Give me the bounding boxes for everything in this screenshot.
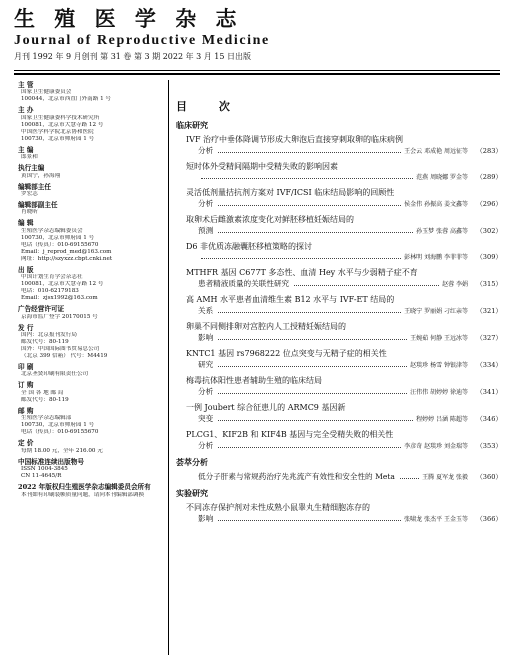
toc-entry-title-cont: 分析 <box>198 441 214 450</box>
toc-entry-title: 卵巢不同侧排卵对宫腔内人工授精妊娠结局的 <box>186 322 346 331</box>
toc-entry-page: （321） <box>476 307 502 315</box>
toc-entry[interactable] <box>176 161 502 183</box>
colophon-line: 100081，北京市大慧寺路 12 号 <box>21 121 104 128</box>
colophon-line: 100081，北京市大慧寺路 12 号 <box>21 281 104 288</box>
colophon-line: 每期 18.00 元，全年 216.00 元 <box>21 447 103 454</box>
toc-entry-detail-row <box>176 305 502 317</box>
dot-leader <box>218 205 401 206</box>
colophon-line: ISSN 1004-3845 <box>21 466 68 473</box>
toc-entry-title-cont: 研究 <box>198 360 214 369</box>
dot-leader <box>218 232 413 233</box>
toc-entry-title: D6 非优质冻融囊胚移植策略的探讨 <box>186 242 313 251</box>
colophon-line: CN 11-4645/R <box>21 473 62 480</box>
colophon-section <box>18 408 166 436</box>
colophon-line: 黄国宁，孙海翔 <box>21 172 61 179</box>
toc-entry-page: （341） <box>476 388 502 396</box>
toc-entry-page: （334） <box>476 361 502 369</box>
colophon-line: 网址：http://szyxzz.cbpt.cnki.net <box>21 255 113 262</box>
colophon-line: 邮发代号：80-119 <box>21 396 69 403</box>
colophon-label: 主 办 <box>18 106 34 115</box>
journal-en-title: Journal of Reproductive Medicine <box>14 33 270 48</box>
toc-entry-detail-row <box>176 225 502 237</box>
toc-entry-authors: 汪伟伟 胡婷婷 徐迪等 <box>410 389 468 396</box>
toc-entry-title: KNTC1 基因 rs7968222 位点突变与无精子症的相关性 <box>186 349 387 358</box>
toc-body <box>176 120 502 525</box>
colophon-label: 广告经营许可证 <box>18 305 65 314</box>
colophon-section <box>18 459 166 480</box>
table-of-contents <box>176 100 502 529</box>
colophon-label: 邮 购 <box>18 406 34 415</box>
colophon-line: 国家卫生健康委员会 <box>21 89 72 96</box>
toc-entry-page: （296） <box>476 200 502 208</box>
toc-entry[interactable] <box>176 429 502 452</box>
toc-entry-title-cont: 分析 <box>198 387 214 396</box>
toc-entry-detail-row <box>176 440 502 452</box>
colophon-label: 编辑部副主任 <box>18 201 58 210</box>
toc-entry[interactable] <box>176 187 502 210</box>
colophon-line: Email：j_reprod_med@163.com <box>21 248 112 255</box>
toc-entry-title: 短时体外受精间隔期中受精失败的影响因素 <box>186 162 338 171</box>
colophon-label: 订 购 <box>18 381 34 390</box>
toc-entry-title: 梅毒抗体阳性患者辅助生殖的临床结局 <box>186 376 322 385</box>
colophon-line: 电话（传真）：010-69155670 <box>21 241 99 248</box>
toc-entry[interactable] <box>176 375 502 398</box>
toc-entry-title-cont: 关系 <box>198 306 214 315</box>
toc-heading: 目 次 <box>176 100 244 113</box>
toc-entry-title: IVF 治疗中垂体降调节形成大卵泡后直接穿刺取卵的临床病例 <box>186 135 404 144</box>
toc-entry-title: MTHFR 基因 C677T 多态性、血清 Hey 水平与少弱精子症不育 <box>186 268 418 277</box>
toc-entry-page: （315） <box>476 280 502 288</box>
colophon-line: 电话（传真）：010-69155670 <box>21 429 99 436</box>
toc-entry[interactable] <box>176 267 502 290</box>
colophon-label: 印 刷 <box>18 363 34 372</box>
toc-entry[interactable] <box>176 321 502 344</box>
toc-entry-authors: 王腾 夏军龙 张毅 <box>422 474 468 481</box>
toc-entry-authors: 孙玉梦 张蓉 高鑫等 <box>416 228 468 235</box>
colophon-sidebar <box>18 82 166 503</box>
toc-entry-authors: 王会云 邓成艳 周远征等 <box>404 148 468 155</box>
toc-entry-title: 不同冻存保护剂对未性成熟小鼠睾丸生精细胞冻存的 <box>186 503 370 512</box>
toc-entry-title: 一例 Joubert 综合征患儿的 ARMC9 基因新 <box>186 403 346 412</box>
colophon-label: 主 编 <box>18 145 34 154</box>
toc-entry-title-cont: 分析 <box>198 199 214 208</box>
toc-entry-page: （346） <box>476 415 502 423</box>
toc-entry-detail-row <box>176 198 502 210</box>
toc-entry-detail-row <box>176 386 502 398</box>
toc-entry-authors: 程婷婷 吕涵 陈超等 <box>416 416 468 423</box>
colophon-label: 出 版 <box>18 265 34 274</box>
dot-leader <box>400 478 419 479</box>
toc-entry[interactable] <box>176 502 502 525</box>
colophon-line: 肖晓昕 <box>21 209 38 216</box>
colophon-line: 生殖医学杂志编辑委员会 <box>21 227 83 234</box>
toc-entry-detail-row <box>176 278 502 290</box>
toc-entry-page: （366） <box>476 515 502 523</box>
toc-entry-detail-row <box>176 172 502 183</box>
colophon-section <box>18 165 166 179</box>
toc-entry-authors: 范燕 周晓娜 罗金等 <box>416 174 468 181</box>
colophon-label: 发 行 <box>18 323 34 332</box>
colophon-section <box>18 82 166 103</box>
colophon-line: Email：zjsx1992@163.com <box>21 295 98 302</box>
toc-entry[interactable] <box>176 348 502 371</box>
colophon-label: 编辑部主任 <box>18 182 51 191</box>
publication-info: 月刊 1992 年 9 月创刊 第 31 卷 第 3 期 2022 年 3 月 15 日出版 <box>14 52 252 61</box>
toc-entry-authors: 张啸龙 张杰平 王金玉等 <box>404 516 468 523</box>
dot-leader <box>201 178 413 179</box>
toc-entry-page: （360） <box>476 473 502 481</box>
colophon-label: 编 辑 <box>18 219 34 228</box>
column-divider <box>168 80 169 655</box>
toc-entry-title-cont: 突变 <box>198 414 214 423</box>
toc-entry[interactable] <box>176 294 502 317</box>
toc-entry-page: （353） <box>476 442 502 450</box>
colophon-line: 国外：中国国际图书贸易总公司 <box>21 346 100 353</box>
toc-entry-title: PLCG1、KIF2B 和 KIF4B 基因与完全受精失败的相关性 <box>186 430 394 439</box>
toc-entry-page: （302） <box>476 227 502 235</box>
toc-entry-detail-row <box>176 413 502 425</box>
toc-entry-title-cont: 影响 <box>198 514 214 523</box>
colophon-line: 北京圣贤印刷有限责任公司 <box>21 371 89 378</box>
header-rule-thin <box>14 70 500 71</box>
colophon-line: 国内：北京报刊发行局 <box>21 332 77 339</box>
colophon-line: 100730，北京市帅府园 1 号 <box>21 234 95 241</box>
toc-entry-detail-row <box>176 359 502 371</box>
toc-entry[interactable] <box>176 471 502 483</box>
colophon-section <box>18 382 166 403</box>
colophon-section <box>18 325 166 360</box>
dot-leader <box>218 339 407 340</box>
colophon-line: 本刊如有印刷装帧质量问题，请向本刊编辑部调换 <box>21 491 145 498</box>
toc-entry-page: （309） <box>476 253 502 261</box>
dot-leader <box>218 312 401 313</box>
toc-entry-authors: 赵琰珍 杨雪 钟银津等 <box>410 362 468 369</box>
colophon-section <box>18 364 166 378</box>
colophon-section <box>18 184 166 198</box>
toc-entry[interactable] <box>176 241 502 263</box>
dot-leader <box>218 366 407 367</box>
dot-leader <box>201 258 401 259</box>
colophon-label: 中国标准连续出版物号 <box>18 457 84 466</box>
toc-entry-detail-row <box>176 471 502 483</box>
colophon-section <box>18 484 166 498</box>
colophon-section <box>18 147 166 161</box>
colophon-line: 100730，北京市帅府园 1 号 <box>21 422 95 429</box>
toc-entry-title: 灵活低剂量拮抗剂方案对 IVF/ICSI 临床结局影响的回顾性 <box>186 188 395 197</box>
toc-entry-page: （327） <box>476 334 502 342</box>
colophon-label: 执行主编 <box>18 164 45 173</box>
toc-entry[interactable] <box>176 214 502 237</box>
dot-leader <box>218 520 401 521</box>
colophon-line: 生殖医学杂志编辑部 <box>21 415 72 422</box>
colophon-section <box>18 306 166 320</box>
colophon-section <box>18 220 166 262</box>
colophon-line: 中国医学科学院北京协和医院 <box>21 128 94 135</box>
toc-entry-title: 高 AMH 水平患者血清维生素 B12 水平与 IVF-ET 结局的 <box>186 295 395 304</box>
toc-entry-title-cont: 预测 <box>198 226 214 235</box>
toc-section-title: 实验研究 <box>176 488 208 498</box>
toc-entry-page: （289） <box>476 173 502 181</box>
colophon-label: 2022 年版权归生殖医学杂志编辑委员会所有 <box>18 483 151 492</box>
colophon-line: 郎景和 <box>21 154 38 161</box>
toc-entry-detail-row <box>176 252 502 263</box>
toc-entry-authors: 李彦奇 赵琰珍 刘金瑞等 <box>404 443 468 450</box>
colophon-line: 全 国 各 地 邮 局 <box>21 389 64 396</box>
colophon-line: 100730，北京市帅府园 1 号 <box>21 135 95 142</box>
toc-section-title: 荟萃分析 <box>176 457 208 467</box>
colophon-line: 邮发代号：80-119 <box>21 339 69 346</box>
toc-entry-authors: 侯金伟 孙振高 姜文鑫等 <box>404 201 468 208</box>
dot-leader <box>218 152 401 153</box>
toc-entry-authors: 赵蓉 李娟 <box>442 281 468 288</box>
toc-entry-title-cont: 分析 <box>198 146 214 155</box>
colophon-section <box>18 107 166 142</box>
masthead <box>14 6 500 63</box>
toc-entry-detail-row <box>176 513 502 525</box>
colophon-line: 国家卫生健康委科学技术研究所 <box>21 114 100 121</box>
journal-cn-title: 生 殖 医 学 杂 志 <box>14 6 243 31</box>
header-rule-thick <box>14 73 500 75</box>
colophon-section <box>18 202 166 216</box>
dot-leader <box>218 393 407 394</box>
toc-entry[interactable] <box>176 134 502 157</box>
toc-entry-title-cont: 低分子肝素与常规药治疗先兆流产有效性和安全性的 Meta <box>198 472 395 481</box>
dot-leader <box>294 285 439 286</box>
toc-entry-title: 取卵术后雌激素浓度变化对鲜胚移植妊娠结局的 <box>186 215 354 224</box>
colophon-line: （北京 399 信箱） 代号：M4419 <box>21 353 108 360</box>
colophon-line: 100044，北京市西直门外南路 1 号 <box>21 96 112 103</box>
dot-leader <box>218 420 413 421</box>
colophon-line: 罗宏志 <box>21 191 38 198</box>
dot-leader <box>218 447 401 448</box>
colophon-label: 主 管 <box>18 81 34 89</box>
toc-entry-authors: 王晓宁 罗丽娟 刁红亲等 <box>404 308 468 315</box>
colophon-label: 定 价 <box>18 439 34 448</box>
toc-entry-title-cont: 患者精液质量的关联性研究 <box>198 279 290 288</box>
toc-entry-title-cont: 影响 <box>198 333 214 342</box>
toc-entry-detail-row <box>176 145 502 157</box>
toc-section-title: 临床研究 <box>176 120 208 130</box>
colophon-section <box>18 440 166 454</box>
toc-entry-authors: 彭林明 刘海鹏 李菲菲等 <box>404 254 468 261</box>
toc-entry-detail-row <box>176 332 502 344</box>
colophon-line: 京海市监广登字 20170015 号 <box>21 313 98 320</box>
colophon-line: 电话：010-62179183 <box>21 288 79 295</box>
colophon-line: 中国计划生育学会杂志社 <box>21 274 83 281</box>
toc-entry[interactable] <box>176 402 502 425</box>
toc-entry-authors: 王婉茹 何静 王远冰等 <box>410 335 468 342</box>
colophon-section <box>18 267 166 302</box>
toc-entry-page: （283） <box>476 147 502 155</box>
